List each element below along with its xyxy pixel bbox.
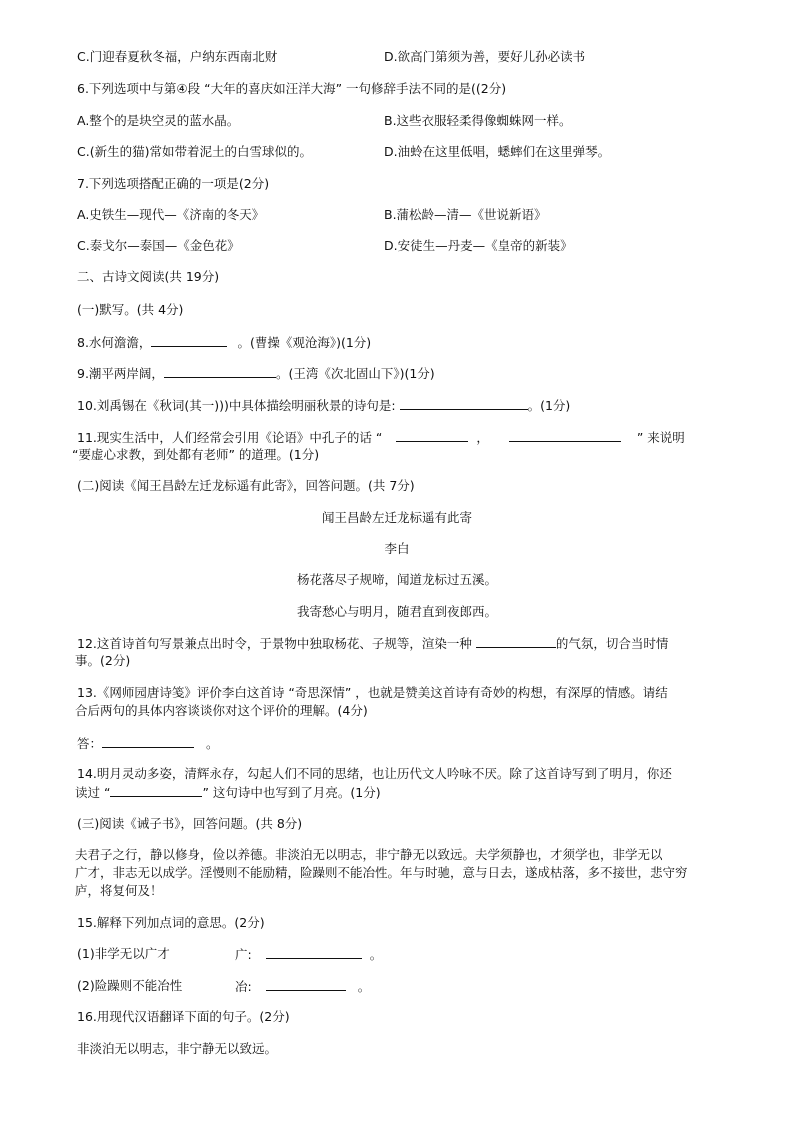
q13-answer-label: 答： <box>77 736 103 751</box>
q13-period: 。 <box>206 736 219 751</box>
question-12-line-2: 事。(2分) <box>75 653 131 668</box>
poem-title: 闻王昌龄左迁龙标遥有此寄 <box>321 510 472 525</box>
passage-line-3: 庐，将复何及！ <box>75 883 163 898</box>
part-2-heading: (二)阅读《闻王昌龄左迁龙标遥有此寄》，回答问题。(共 7分) <box>77 478 415 493</box>
question-16: 16.用现代汉语翻译下面的句子。(2分) <box>77 1009 290 1024</box>
q10-answer-blank[interactable] <box>400 396 528 410</box>
question-13-line-2: 合后两句的具体内容谈谈你对这个评价的理解。(4分) <box>75 703 368 718</box>
poem-line-2: 我寄愁心与明月，随君直到夜郎西。 <box>296 604 497 619</box>
passage-line-1: 夫君子之行，静以修身，俭以养德。非淡泊无以明志，非宁静无以致远。夫学须静也，才须学也，非学无以 <box>75 847 663 862</box>
q14-suffix: ” 这句诗中也写到了月亮。(1分) <box>202 785 381 800</box>
q12-prefix: 12.这首诗首句写景兼点出时令，于景物中独取杨花、子规等，渲染一种 <box>77 636 476 651</box>
question-15-1-text: (1)非学无以广才 <box>77 946 170 961</box>
q15-2-key: 冶: <box>235 979 252 994</box>
q7-option-d: D.安徒生—丹麦—《皇帝的新装》 <box>384 238 573 253</box>
q10-suffix: 。(1分) <box>527 398 571 413</box>
question-15: 15.解释下列加点词的意思。(2分) <box>77 915 265 930</box>
q9-suffix: 。(王湾《次北固山下》)(1分) <box>275 366 435 381</box>
passage-line-2: 广才，非志无以成学。淫慢则不能励精，险躁则不能冶性。年与时驰，意与日去，遂成枯落，多不接世，悲守穷 <box>75 865 688 880</box>
q6-option-d: D.油蛉在这里低唱，蟋蟀们在这里弹琴。 <box>384 144 611 159</box>
question-13-answer <box>77 734 219 753</box>
q11-suffix: ” 来说明 <box>636 430 685 445</box>
q14-answer-blank[interactable] <box>110 783 202 797</box>
question-16-sentence: 非淡泊无以明志，非宁静无以致远。 <box>77 1041 278 1056</box>
question-15-2-answer <box>235 977 370 996</box>
q7-option-c: C.泰戈尔—泰国—《金色花》 <box>77 238 240 253</box>
q15-1-key: 广: <box>235 947 252 962</box>
section-2-title: 二、古诗文阅读(共 19分) <box>77 269 220 284</box>
q8-prefix: 8.水何澹澹， <box>77 335 152 350</box>
q6-option-b: B.这些衣服轻柔得像蜘蛛网一样。 <box>384 113 572 128</box>
q15-2-answer-blank[interactable] <box>266 977 346 991</box>
q11-answer-blank-2[interactable] <box>509 428 621 442</box>
part-1-heading: (一)默写。(共 4分) <box>77 302 184 317</box>
poem-author: 李白 <box>384 541 410 556</box>
q11-prefix: 11.现实生活中，人们经常会引用《论语》中孔子的话 “ <box>77 430 383 445</box>
q8-suffix: 。(曹操《观沧海》)(1分) <box>237 335 372 350</box>
q5-option-c: C.门迎春夏秋冬福，户纳东西南北财 <box>77 49 278 64</box>
question-13-line-1: 13.《网师园唐诗笺》评价李白这首诗 “奇思深情” ，也就是赞美这首诗有奇妙的构想，有深厚的情感。请结 <box>77 685 668 700</box>
question-12-line-1 <box>77 634 668 653</box>
question-11-line-2: “要虚心求教，到处都有老师” 的道理。(1分) <box>72 447 320 462</box>
q7-stem: 7.下列选项搭配正确的一项是(2分) <box>77 176 270 191</box>
q7-option-b: B.蒲松龄—清—《世说新语》 <box>384 207 547 222</box>
q9-answer-blank[interactable] <box>164 364 276 378</box>
q13-answer-blank[interactable] <box>102 734 194 748</box>
question-9 <box>77 364 435 383</box>
question-11-line-1 <box>77 428 685 447</box>
q14-prefix: 读过 “ <box>75 785 111 800</box>
question-14-line-2 <box>75 783 381 802</box>
q8-answer-blank[interactable] <box>151 333 227 347</box>
q12-answer-blank[interactable] <box>476 634 556 648</box>
question-15-1-answer <box>235 945 382 964</box>
q11-comma: ， <box>476 430 489 445</box>
q6-option-a: A.整个的是块空灵的蓝水晶。 <box>77 113 240 128</box>
question-8 <box>77 333 371 352</box>
question-10 <box>77 396 570 415</box>
poem-line-1: 杨花落尽子规啼，闻道龙标过五溪。 <box>296 572 497 587</box>
q10-prefix: 10.刘禹锡在《秋词(其一)))中具体描绘明丽秋景的诗句是: <box>77 398 400 413</box>
q12-suffix: 的气氛，切合当时情 <box>555 636 669 651</box>
q15-2-period: 。 <box>357 979 371 994</box>
q15-1-answer-blank[interactable] <box>266 945 362 959</box>
q15-1-period: 。 <box>369 947 383 962</box>
q7-option-a: A.史铁生—现代—《济南的冬天》 <box>77 207 265 222</box>
q5-option-d: D.欲高门第须为善，要好儿孙必读书 <box>384 49 586 64</box>
question-14-line-1: 14.明月灵动多姿，清辉永存，勾起人们不同的思绪，也让历代文人吟咏不厌。除了这首诗写到了明月，你还 <box>77 766 672 781</box>
part-3-heading: (三)阅读《诫子书》，回答问题。(共 8分) <box>77 816 303 831</box>
q6-stem: 6.下列选项中与第④段 “大年的喜庆如汪洋大海” 一句修辞手法不同的是((2分) <box>77 81 507 96</box>
question-15-2-text: (2)险躁则不能冶性 <box>77 978 183 993</box>
q11-answer-blank-1[interactable] <box>396 428 468 442</box>
q9-prefix: 9.潮平两岸阔， <box>77 366 164 381</box>
q6-option-c: C.(新生的猫)常如带着泥土的白雪球似的。 <box>77 144 312 159</box>
